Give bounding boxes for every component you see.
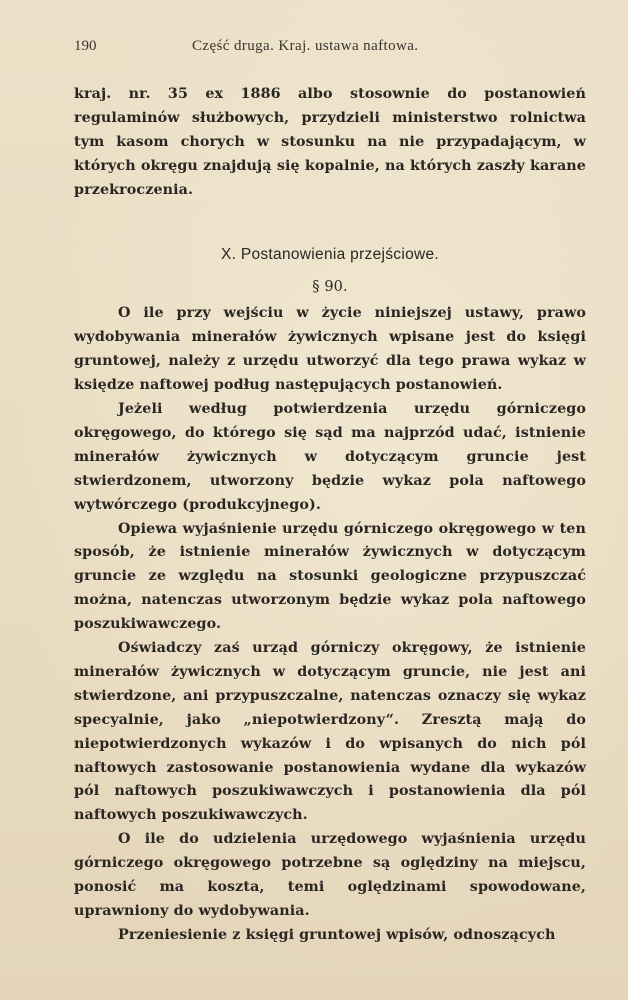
paragraph-6: Przeniesienie z księgi gruntowej wpisów, odnoszących <box>118 926 556 943</box>
page-number: 190 <box>74 38 97 54</box>
paragraph-number: § 90. <box>312 279 348 296</box>
section-title: X. Postanowienia przejściowe. <box>220 245 440 263</box>
paragraph-2: Jeżeli według potwierdzenia urzędu górniczego okręgowego, do którego się sąd ma najprzód udać, istnienie minerałów żywicznych w dotyczącym gruncie jest stwierdzonem, utworzony będzie wykaz pola naftowego wytwórczego (produkcyjnego). <box>74 400 586 513</box>
paragraph-4: Oświadczy zaś urząd górniczy okręgowy, że istnienie minerałów żywicznych w dotyczącym gruncie, nie jest ani stwierdzone, ani przypuszczalne, natenczas oznaczy się wykaz specyalnie, jako „niepotwierdzony“. Zresztą mają do niepotwierdzonych wykazów i do wpisanych do nich pól naftowych zastosowanie postanowienia wydane dla wykazów pól naftowych poszukiwawczych i postanowienia dla pól naftowych poszukiwawczych. <box>74 640 586 824</box>
paragraph-5: O ile do udzielenia urzędowego wyjaśnienia urzędu górniczego okręgowego potrzebne są oględziny na miejscu, ponosić ma koszta, temi oględzinami spowodowane, uprawniony do wydobywania. <box>74 831 586 919</box>
running-head: Część druga. Kraj. ustawa naftowa. <box>192 38 419 54</box>
page-header <box>74 38 579 62</box>
paragraph-1: O ile przy wejściu w życie niniejszej ustawy, prawo wydobywania minerałów żywicznych wpisane jest do księgi gruntowej, należy z urzędu utworzyć dla tego prawa wykaz w księdze naftowej podług następujących postanowień. <box>74 305 586 394</box>
paragraph-3: Opiewa wyjaśnienie urzędu górniczego okręgowego w ten sposób, że istnienie minerałów żywicznych w dotyczącym gruncie ze względu na stosunki geologiczne przypuszczać można, natenczas utworzonym będzie wykaz pola naftowego poszukiwawczego. <box>74 520 586 633</box>
body-text <box>74 83 586 948</box>
intro-paragraph: kraj. nr. 35 ex 1886 albo stosownie do postanowień regulaminów służbowych, przydzieli ministerstwo rolnictwa tym kasom chorych w stosunku na nie przypadającym, w których okręgu znajdują się kopalnie, na których zaszły karane przekroczenia. <box>74 86 586 198</box>
